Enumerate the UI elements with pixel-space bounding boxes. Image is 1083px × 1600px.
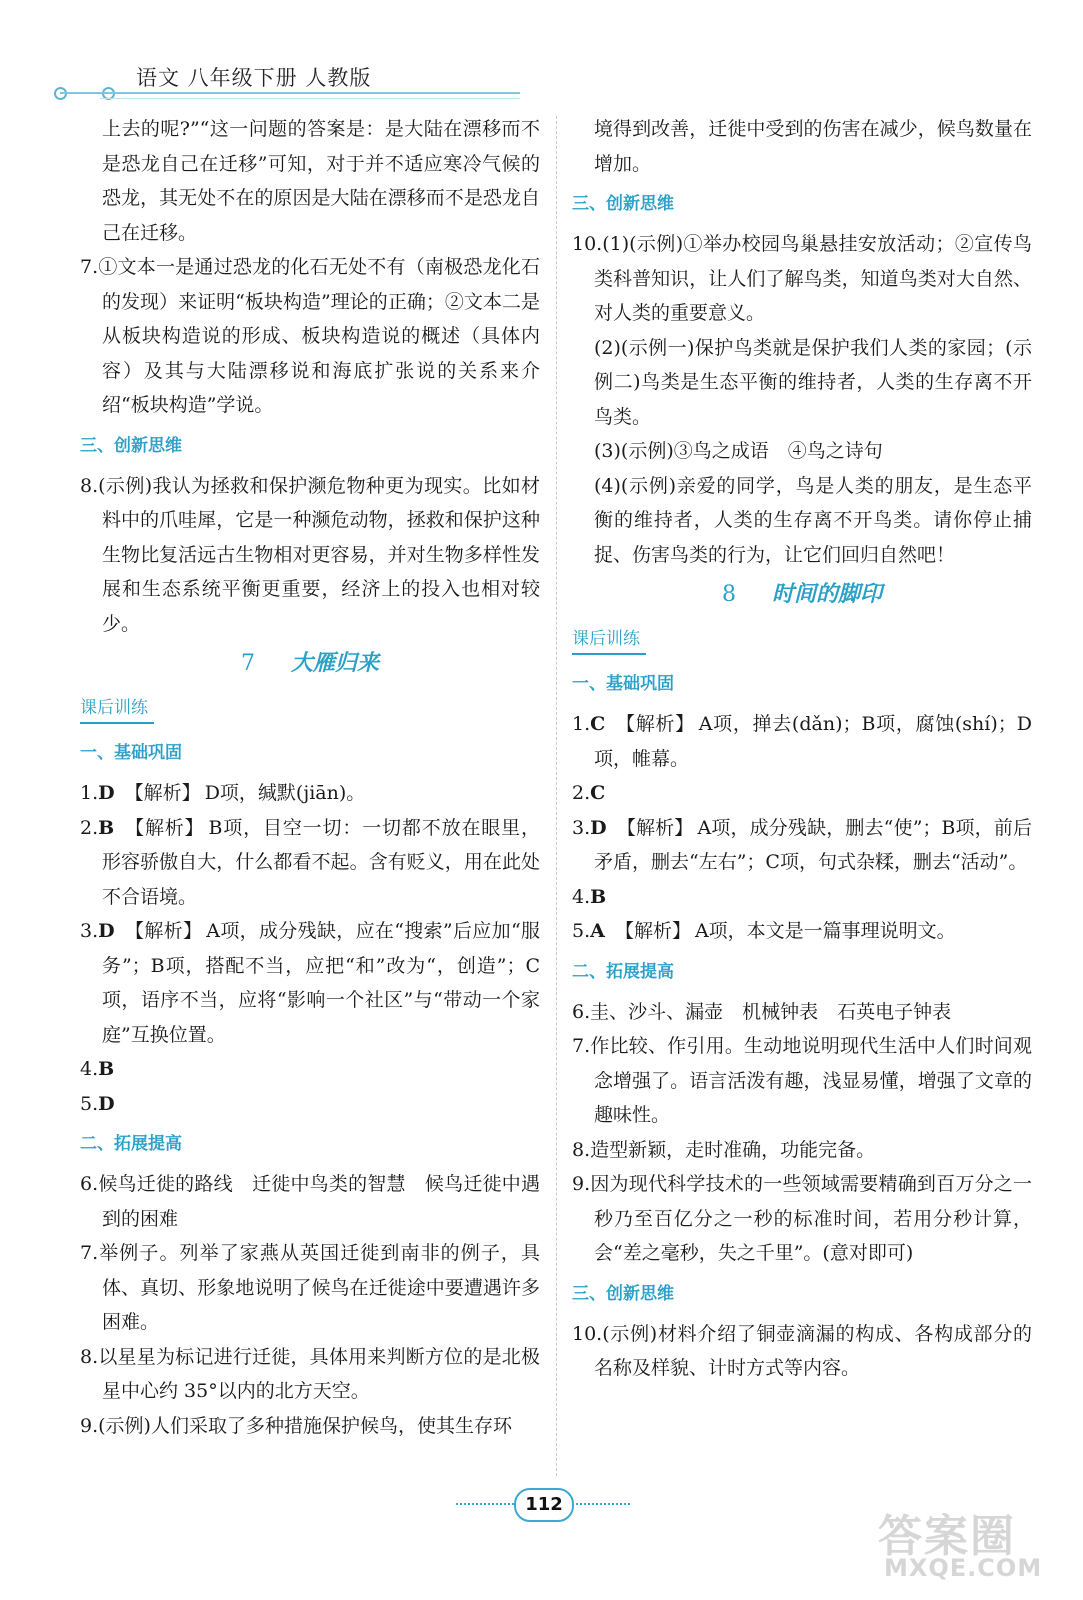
chapter-title: 时间的脚印 — [771, 581, 882, 607]
paragraph: 上去的呢?”“这一问题的答案是：是大陆在漂移而不是恐龙自己在迁移”可知，对于并不适应寒冷气候的恐龙，其无处不在的原因是大陆在漂移而不是恐龙自己在迁移。 — [102, 118, 540, 244]
chapter-title: 大雁归来 — [290, 650, 379, 676]
column-divider — [556, 116, 557, 1476]
answer-item-7: 7.作比较、作引用。生动地说明现代生活中人们时间观念增强了。语言活泼有趣，浅显易懂，增强了文章的趣味性。 — [572, 1035, 1032, 1126]
answer-item-1: 1.C 【解析】 A项，掸去(dǎn)；B项，腐蚀(shí)；D项，帷幕。 — [572, 713, 1032, 770]
section-heading: 二、拓展提高 — [572, 961, 674, 982]
header-line — [60, 92, 520, 94]
answer-subitem: (3)(示例)③鸟之成语 ④鸟之诗句 — [594, 440, 883, 462]
answer-subitem: (2)(示例一)保护鸟类就是保护我们人类的家园；(示例二)鸟类是生态平衡的维持者，人类的生存离不开鸟类。 — [594, 336, 1032, 428]
answer-item-8: 8.造型新颖，走时准确，功能完备。 — [572, 1138, 876, 1161]
page-footer — [456, 1486, 636, 1522]
training-label: 课后训练 — [80, 694, 154, 724]
watermark-logo: 答案圈 — [878, 1511, 1016, 1562]
answer-item-5: 5.D — [80, 1092, 115, 1115]
page-header — [60, 62, 520, 102]
paragraph: 境得到改善，迁徙中受到的伤害在减少，候鸟数量在增加。 — [594, 118, 1032, 175]
chapter-heading — [80, 645, 540, 682]
section-heading: 三、创新思维 — [572, 194, 674, 214]
header-line — [100, 98, 520, 99]
answer-item-10: 10.(示例)材料介绍了铜壶滴漏的构成、各构成部分的名称及样貌、计时方式等内容。 — [572, 1322, 1032, 1379]
section-heading: 三、创新思维 — [572, 1283, 674, 1304]
answer-item-2: 2.C — [572, 782, 606, 804]
answer-item-4: 4.B — [80, 1058, 115, 1080]
chapter-number: 7 — [240, 651, 255, 676]
chapter-number: 8 — [721, 582, 736, 607]
section-heading: 一、基础巩固 — [80, 743, 182, 763]
answer-item-6: 6.圭、沙斗、漏壶 机械钟表 石英电子钟表 — [572, 1000, 952, 1023]
right-column — [572, 112, 1032, 1386]
chapter-heading — [572, 576, 1032, 613]
watermark-url: MXQE.COM — [884, 1554, 1043, 1582]
answer-item-1: 1.D 【解析】 D项，缄默(jiān)。 — [80, 782, 366, 804]
footer-dots — [572, 1503, 630, 1505]
section-heading: 二、拓展提高 — [80, 1134, 182, 1154]
answer-item-7: 7.举例子。列举了家燕从英国迁徙到南非的例子，具体、真切、形象地说明了候鸟在迁徙途中要遭遇许多困难。 — [80, 1242, 540, 1333]
answer-item-9: 9.(示例)人们采取了多种措施保护候鸟，使其生存环 — [80, 1414, 512, 1437]
answer-item-9: 9.因为现代科学技术的一些领域需要精确到百万分之一秒乃至百亿分之一秒的标准时间，若用分秒计算，会“差之毫秒，失之千里”。(意对即可) — [572, 1173, 1032, 1264]
answer-subitem: (4)(示例)亲爱的同学，鸟是人类的朋友，是生态平衡的维持者，人类的生存离不开鸟类。请你停止捕捉、伤害鸟类的行为，让它们回归自然吧！ — [594, 474, 1032, 566]
answer-item-3: 3.D 【解析】 A项，成分残缺，删去“使”；B项，前后矛盾，删去“左右”；C项，句式杂糅，删去“活动”。 — [572, 816, 1032, 873]
answer-item-8: 8.(示例)我认为拯救和保护濒危物种更为现实。比如材料中的爪哇犀，它是一种濒危动物，拯救和保护这种生物比复活远古生物相对更容易，并对生物多样性发展和生态系统平衡更重要，经济上的投入也相对较少。 — [80, 474, 540, 635]
section-heading: 三、创新思维 — [80, 435, 182, 456]
answer-item-2: 2.B 【解析】 B项，目空一切：一切都不放在眼里，形容骄傲自大，什么都看不起。含有贬义，用在此处不合语境。 — [80, 816, 540, 908]
header-title: 语文 八年级下册 人教版 — [136, 66, 372, 90]
answer-item-10: 10.(1)(示例)①举办校园鸟巢悬挂安放活动；②宣传鸟类科普知识，让人们了解鸟类，知道鸟类对大自然、对人类的重要意义。 — [572, 233, 1032, 324]
page-number: 112 — [514, 1488, 574, 1522]
answer-item-6: 6.候鸟迁徙的路线 迁徙中鸟类的智慧 候鸟迁徙中遇到的困难 — [80, 1173, 540, 1230]
answer-item-3: 3.D 【解析】 A项，成分残缺，应在“搜索”后应加“服务”；B项，搭配不当，应把“和”改为“，创造”；C项，语序不当，应将“影响一个社区”与“带动一个家庭”互换位置。 — [80, 920, 540, 1046]
footer-dots — [456, 1503, 514, 1505]
answer-item-4: 4.B — [572, 885, 607, 908]
answer-item-7: 7.①文本一是通过恐龙的化石无处不有（南极恐龙化石的发现）来证明“板块构造”理论的正确；②文本二是从板块构造说的形成、板块构造说的概述（具体内容）及其与大陆漂移说和海底扩张说的关系来介绍“板块构造”学说。 — [80, 256, 540, 416]
left-column — [80, 112, 540, 1443]
watermark — [878, 1500, 1058, 1590]
answer-item-8: 8.以星星为标记进行迁徙，具体用来判断方位的是北极星中心约 35°以内的北方天空。 — [80, 1345, 540, 1402]
answer-item-5: 5.A 【解析】 A项，本文是一篇事理说明文。 — [572, 920, 956, 942]
section-heading: 一、基础巩固 — [572, 674, 674, 694]
training-label: 课后训练 — [572, 625, 646, 655]
